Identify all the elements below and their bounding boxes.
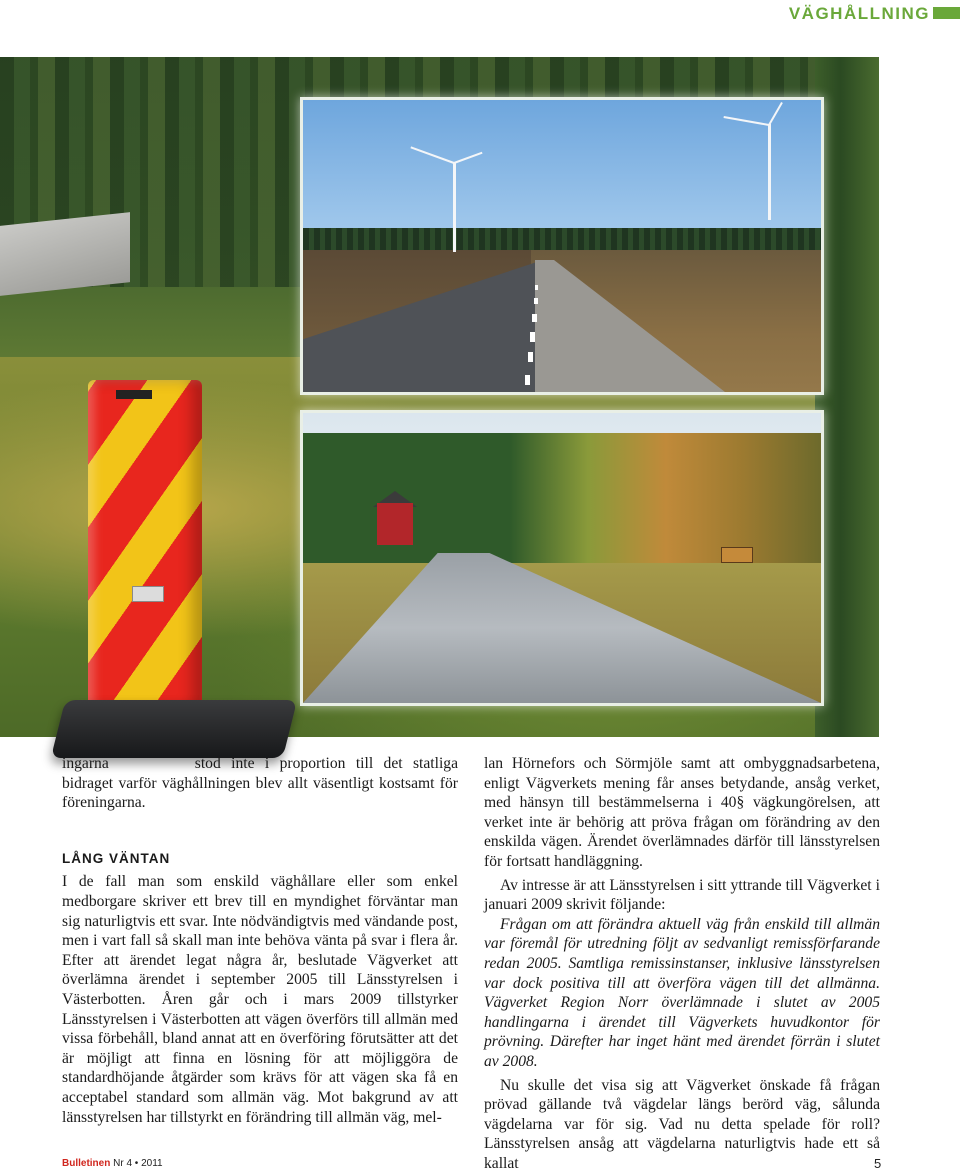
block-quote: Frågan om att förändra aktuell väg från enskild till allmän var föremål för utredning följt av sedvanligt remissförfarande redan 2005. Samtliga remissinstanser, inklusive länsstyrelsen var dock positiva till att överföra vägen till det allmänna. Vägverket Region Norr överlämnade i slutet av 2005 handlingarna i ärendet till Vägverkets huvudkontor för prövning. Därefter har inget hänt med ärendet förrän i slutet av 2008. xyxy=(484,915,880,1070)
red-house-icon xyxy=(377,503,413,545)
marker-post-base xyxy=(51,700,297,758)
article-column-left xyxy=(62,754,458,1127)
background-forest-edge xyxy=(815,57,879,737)
publication-name: Bulletinen xyxy=(62,1158,111,1169)
wind-turbine-icon xyxy=(453,162,456,252)
section-color-bar xyxy=(933,7,960,19)
body-paragraph: lan Hörnefors och Sörmjöle samt att ombyggnadsarbetena, enligt Vägverkets mening får anses betydande, ansåg verket, med hänsyn till bestämmelserna i 40§ vägkungörelsen, att verket inte är behörig att pröva frågan om förändring av den enskilda vägen. Ärendet överlämnades därför till länsstyrelsen för fortsatt handläggning. xyxy=(484,755,880,870)
page-number: 5 xyxy=(874,1156,882,1171)
wind-farm-road-photo xyxy=(300,97,824,395)
wind-turbine-icon xyxy=(768,124,771,220)
footer-publication xyxy=(62,1158,163,1169)
body-paragraph: Nu skulle det visa sig att Vägverket önskade få frågan prövad gällande två vägdelar längs berörd väg, sålunda vägdelarna var för sig. Vad nu detta spelade för roll? Länsstyrelsen ansåg att vägdelarna naturligtvis hade ett så kallat xyxy=(484,1076,880,1172)
road-sign-icon xyxy=(721,547,753,563)
gravel-road-photo xyxy=(300,410,824,706)
lead-paragraph: ingarna stod inte i proportion till det statliga bidraget varför väghållningen blev allt väsentligt kostsamt för föreningarna. xyxy=(62,755,458,812)
issue-number: Nr 4 • 2011 xyxy=(110,1158,163,1169)
road-marker-post-icon xyxy=(88,380,202,710)
section-title: VÄGHÅLLNING xyxy=(788,4,930,23)
background-road xyxy=(0,212,130,296)
body-paragraph: I de fall man som enskild väghållare eller som enkel medborgare skriver ett brev till en myndighet förväntar man sig naturligtvis ett svar. Inte nödvändigtvis med vändande post, men i vart fall så skall man inte behöva vänta på svar i flera år. Efter att ärendet legat några år, beslutade Vägverket att överlämna ärendet i september 2005 till Länsstyrelsen i Västerbotten. Åren går och i mars 2009 tillstyrker Länsstyrelsen i Västerbotten att vägen överförs till allmän med vissa förbehåll, bland annat att en överföring förutsätter att det är möjligt att finna en lösning för att möjliggöra de standardhöjande åtgärder som krävs för att vägen ska få en acceptabel standard som allmän väg. Mot bakgrund av att länsstyrelsen har tillstyrkt en förändring till allmän väg, mel- xyxy=(62,873,458,1126)
section-subheading: LÅNG VÄNTAN xyxy=(62,850,171,866)
article-column-right xyxy=(484,754,880,1173)
body-paragraph: Av intresse är att Länsstyrelsen i sitt yttrande till Vägverket i januari 2009 skrivit följande: xyxy=(484,876,880,914)
